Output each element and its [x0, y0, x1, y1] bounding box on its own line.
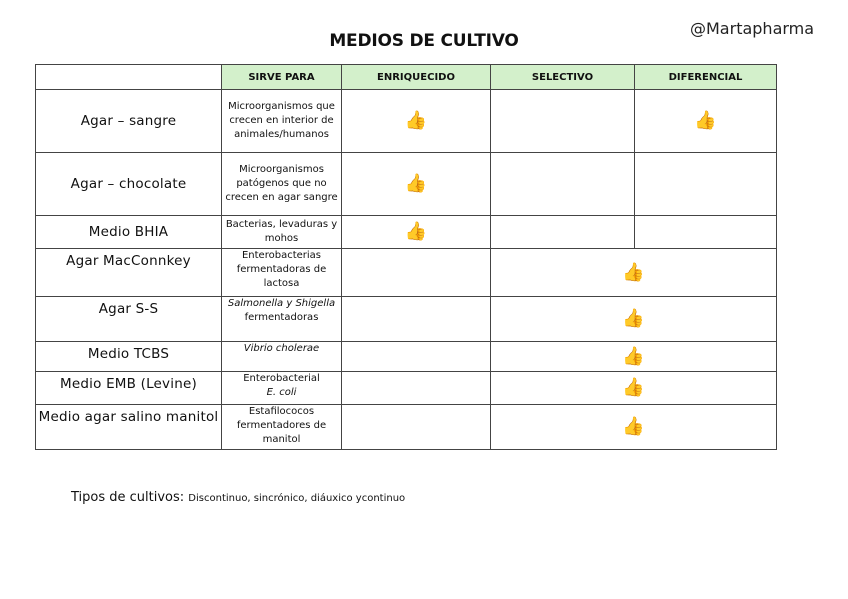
cell-selectivo-diferencial — [491, 342, 777, 372]
thumbs-up-icon: 👍 — [404, 221, 428, 241]
cell-enriquecido — [342, 153, 491, 216]
row-use: Microorganismos que crecen en interior de animales/humanos — [222, 90, 342, 153]
table-row — [36, 249, 777, 297]
row-use: Microorganismos patógenos que no crecen en agar sangre — [222, 153, 342, 216]
row-name: Agar MacConnkey — [36, 249, 222, 297]
row-name: Agar – sangre — [36, 90, 222, 153]
table-row — [36, 342, 777, 372]
culture-media-table — [35, 64, 777, 450]
cell-enriquecido — [342, 342, 491, 372]
row-use — [222, 297, 342, 342]
thumbs-up-icon: 👍 — [622, 416, 645, 436]
row-name: Medio EMB (Levine) — [36, 372, 222, 405]
header-enriquecido: ENRIQUECIDO — [342, 65, 491, 90]
cell-enriquecido — [342, 405, 491, 450]
cell-selectivo — [491, 216, 635, 249]
table-header-row — [36, 65, 777, 90]
row-name: Medio agar salino manitol — [36, 405, 222, 450]
row-use-italic: Salmonella y Shigella — [227, 298, 336, 309]
header-diferencial: DIFERENCIAL — [635, 65, 777, 90]
row-use-italic: Vibrio cholerae — [243, 343, 320, 354]
row-name: Agar S-S — [36, 297, 222, 342]
cell-enriquecido — [342, 372, 491, 405]
header-blank — [36, 65, 222, 90]
thumbs-up-icon: 👍 — [404, 110, 428, 130]
cell-diferencial — [635, 216, 777, 249]
table-row — [36, 90, 777, 153]
table-row — [36, 297, 777, 342]
table-row — [36, 216, 777, 249]
cell-selectivo-diferencial — [491, 297, 777, 342]
row-use-rest: fermentadoras — [244, 312, 319, 323]
row-use-italic: E. coli — [266, 387, 297, 398]
thumbs-up-icon: 👍 — [622, 345, 645, 366]
row-use — [222, 372, 342, 405]
cell-diferencial — [635, 153, 777, 216]
footer-text: Discontinuo, sincrónico, diáuxico ycontinuo — [188, 493, 406, 504]
footer-label: Tipos de cultivos: — [71, 490, 185, 505]
header-selectivo: SELECTIVO — [491, 65, 635, 90]
footer-note — [71, 490, 405, 505]
row-name: Medio TCBS — [36, 342, 222, 372]
cell-selectivo-diferencial — [491, 249, 777, 297]
table-row — [36, 405, 777, 450]
table-row — [36, 153, 777, 216]
header-sirve-para: SIRVE PARA — [222, 65, 342, 90]
row-use — [222, 342, 342, 372]
thumbs-up-icon: 👍 — [694, 110, 717, 130]
cell-selectivo — [491, 153, 635, 216]
cell-selectivo — [491, 90, 635, 153]
row-use: Bacterias, levaduras y mohos — [222, 216, 342, 249]
cell-enriquecido — [342, 297, 491, 342]
cell-selectivo-diferencial — [491, 372, 777, 405]
cell-diferencial — [635, 90, 777, 153]
thumbs-up-icon: 👍 — [404, 173, 428, 193]
row-use: Enterobacterias fermentadoras de lactosa — [222, 249, 342, 297]
thumbs-up-icon: 👍 — [622, 308, 645, 328]
cell-enriquecido — [342, 249, 491, 297]
thumbs-up-icon: 👍 — [622, 377, 645, 397]
row-name: Medio BHIA — [36, 216, 222, 249]
cell-enriquecido — [342, 216, 491, 249]
cell-enriquecido — [342, 90, 491, 153]
thumbs-up-icon: 👍 — [622, 261, 645, 282]
row-name: Agar – chocolate — [36, 153, 222, 216]
row-use-text: Enterobacterial — [243, 373, 320, 384]
cell-selectivo-diferencial — [491, 405, 777, 450]
table-row — [36, 372, 777, 405]
page-title: MEDIOS DE CULTIVO — [329, 31, 519, 51]
author-handle: @Martapharma — [690, 19, 815, 38]
row-use: Estafilococos fermentadores de manitol — [222, 405, 342, 450]
